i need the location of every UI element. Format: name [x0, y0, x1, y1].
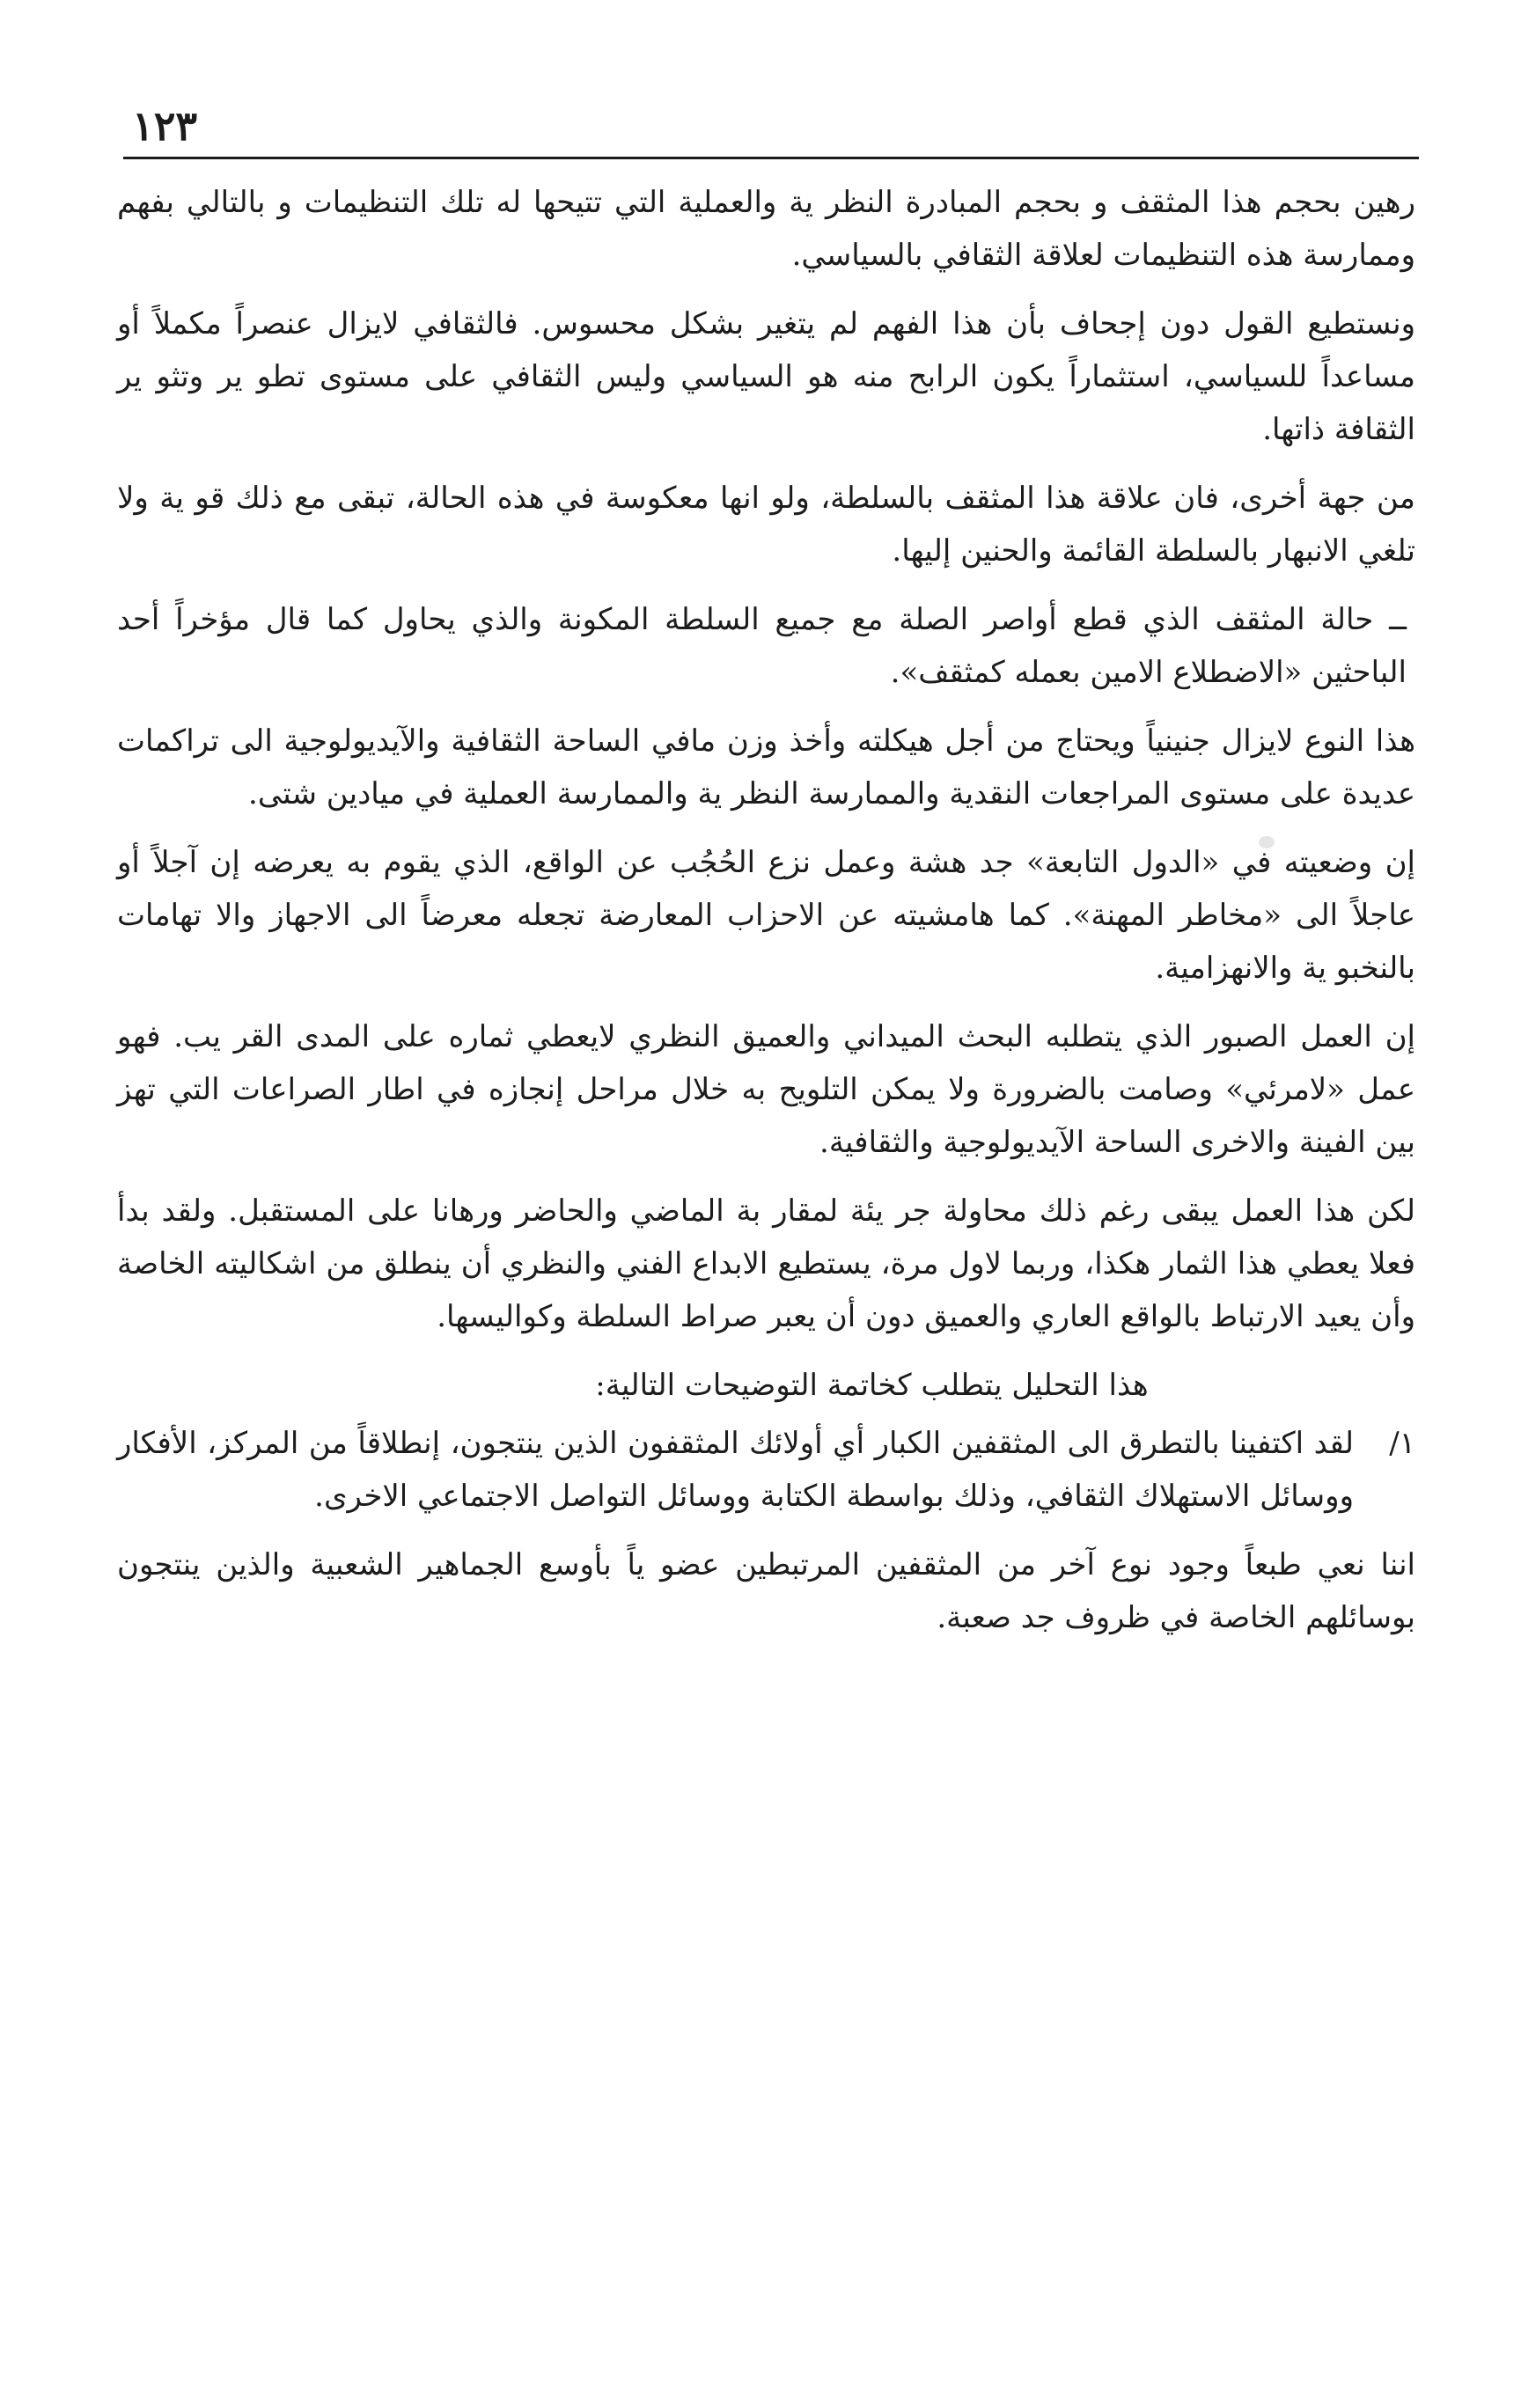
page-number: ١٢٣ [132, 102, 198, 150]
body-text [117, 176, 1415, 1660]
conclusion-heading: هذا التحليل يتطلب كخاتمة التوضيحات التالية: [595, 1368, 1149, 1403]
numbered-item-text: لقد اكتفينا بالتطرق الى المثقفين الكبار أي أولائك المثقفون الذين ينتجون، إنطلاقاً من المركز، الأفكار ووسائل الاستهلاك الثقافي، وذلك بواسطة الكتابة ووسائل التواصل الاجتماعي الاخرى. [117, 1426, 1354, 1514]
paragraph-4: ــ حالة المثقف الذي قطع أواصر الصلة مع جميع السلطة المكونة والذي يحاول كما قال مؤخراً أحد الباحثين «الاضطلاع الامين بعمله كمثقف». [117, 602, 1407, 690]
paragraph-1: رهين بحجم هذا المثقف و بحجم المبادرة النظر ية والعملية التي تتيحها له تلك التنظيمات و بالتالي بفهم وممارسة هذه التنظيمات لعلاقة الثقافي بالسياسي. [117, 185, 1415, 273]
paragraph-5: هذا النوع لايزال جنينياً ويحتاج من أجل هيكلته وأخذ وزن مافي الساحة الثقافية والآيديولوجية الى تراكمات عديدة على مستوى المراجعات النقدية والممارسة النظر ية والممارسة العملية في ميادين شتى. [117, 723, 1415, 811]
paragraph-3: من جهة أخرى، فان علاقة هذا المثقف بالسلطة، ولو انها معكوسة في هذه الحالة، تبقى مع ذلك قو ية ولا تلغي الانبهار بالسلطة القائمة والحنين إليها. [117, 481, 1415, 569]
header-rule [123, 157, 1419, 159]
paragraph-6: إن وضعيته في «الدول التابعة» جد هشة وعمل نزع الحُجُب عن الواقع، الذي يقوم به يعرضه إن آجلاً أو عاجلاً الى «مخاطر المهنة». كما هامشيته عن الاحزاب المعارضة تجعله معرضاً الى الاجهاز والا تهامات بالنخبو ية والانهزامية. [117, 845, 1415, 986]
numbered-item-1 [117, 1417, 1415, 1523]
paper-speck [1259, 836, 1275, 848]
paragraph-8: لكن هذا العمل يبقى رغم ذلك محاولة جر يئة لمقار بة الماضي والحاضر ورهانا على المستقبل. ولقد بدأ فعلا يعطي هذا الثمار هكذا، وربما لاول مرة، يستطيع الابداع الفني والنظري أن ينطلق من اشكاليته الخاصة وأن يعيد الارتباط بالواقع العاري والعميق دون أن يعبر صراط السلطة وكواليسها. [117, 1193, 1415, 1334]
paragraph-7: إن العمل الصبور الذي يتطلبه البحث الميداني والعميق النظري لايعطي ثماره على المدى القر يب. فهو عمل «لامرئي» وصامت بالضرورة ولا يمكن التلويح به خلال مراحل إنجازه في اطار الصراعات التي تهز بين الفينة والاخرى الساحة الآيديولوجية والثقافية. [117, 1019, 1415, 1160]
paragraph-final: اننا نعي طبعاً وجود نوع آخر من المثقفين المرتبطين عضو ياً بأوسع الجماهير الشعبية والذين ينتجون بوسائلهم الخاصة في ظروف جد صعبة. [117, 1547, 1415, 1635]
list-marker: ١/ [1389, 1426, 1415, 1461]
paragraph-2: ونستطيع القول دون إجحاف بأن هذا الفهم لم يتغير بشكل محسوس. فالثقافي لايزال عنصراً مكملاً أو مساعداً للسياسي، استثماراً يكون الرابح منه هو السياسي وليس الثقافي على مستوى تطو ير وتثو ير الثقافة ذاتها. [117, 306, 1415, 447]
